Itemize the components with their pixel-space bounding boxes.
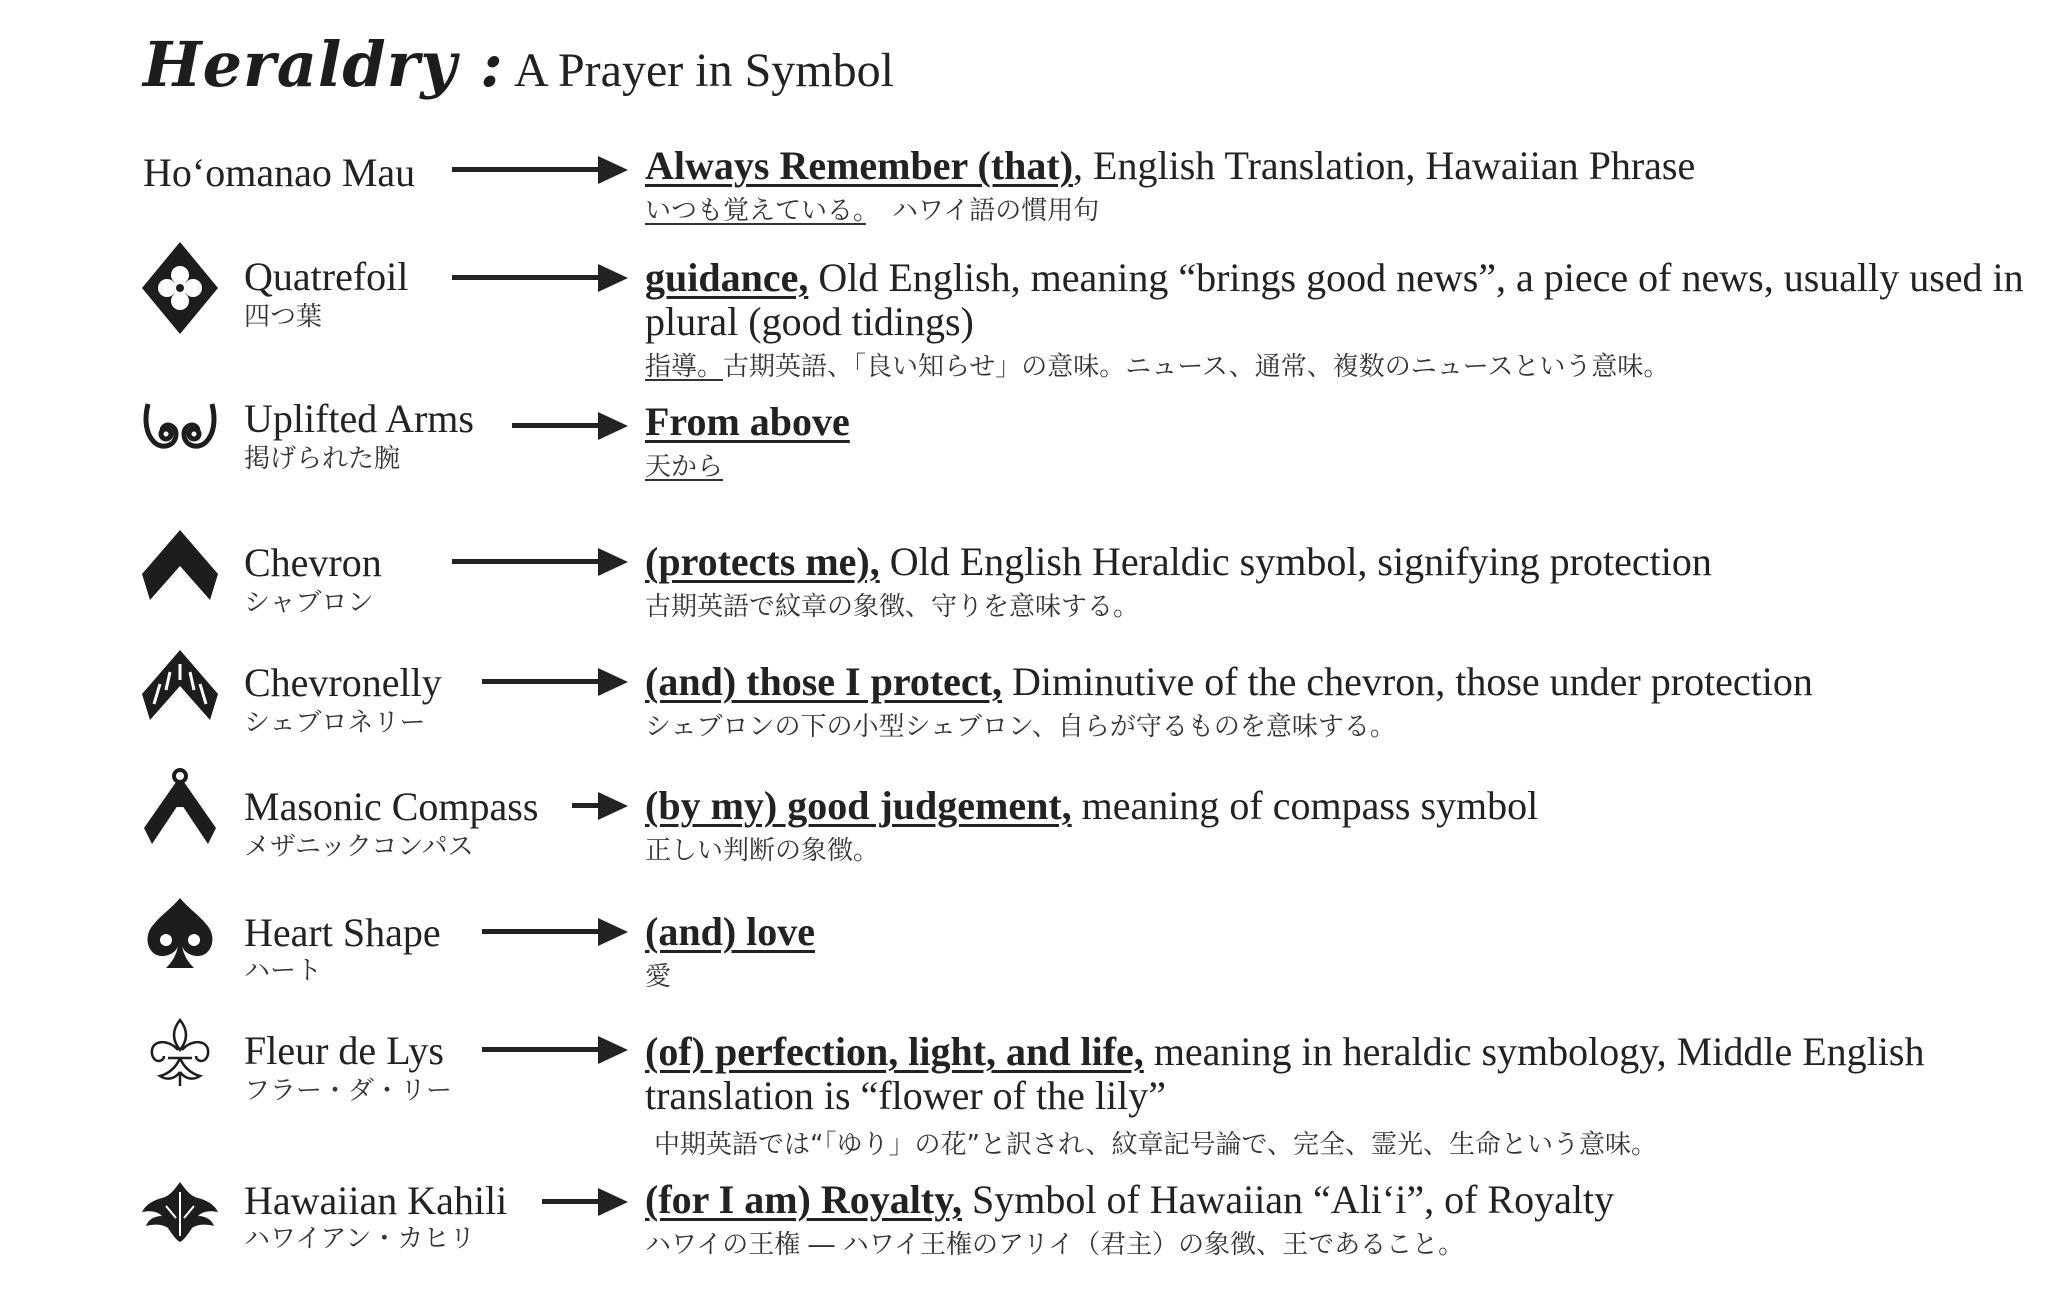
arrow-icon: [512, 410, 628, 442]
definition: [645, 144, 2035, 188]
definition-jp-keyword: いつも覚えている。: [645, 196, 867, 226]
definition-keyword: (of) perfection, light, and life,: [645, 1029, 1144, 1074]
masonic-compass-icon: [142, 768, 218, 844]
definition-keyword: guidance,: [645, 255, 809, 300]
definition-jp: [654, 1130, 1657, 1160]
term-label-jp: フラー・ダ・リー: [244, 1076, 453, 1106]
arrow-icon: [482, 1034, 628, 1066]
term-label: Uplifted Arms: [244, 396, 474, 441]
arrow-icon: [452, 546, 628, 578]
fleur-de-lys-icon: [142, 1018, 218, 1088]
title-heraldry: Heraldry :: [143, 28, 504, 101]
arrow-icon: [572, 790, 628, 822]
arrow-icon: [452, 154, 628, 186]
definition-keyword: (by my) good judgement,: [645, 783, 1072, 828]
definition-keyword: (protects me),: [645, 539, 880, 584]
arrow-icon: [452, 262, 628, 294]
definition-text: Old English Heraldic symbol, signifying protection: [879, 539, 1712, 584]
arrow-icon: [542, 1186, 628, 1218]
term-label-jp: 四つ葉: [244, 302, 323, 332]
definition-jp: [645, 352, 1669, 382]
definition-jp-text: ハワイ語の慣用句: [866, 196, 1100, 226]
definition-jp-text: ハワイの王権 ― ハワイ王権のアリイ（君主）の象徴、王であること。: [645, 1230, 1465, 1260]
title-subtitle: A Prayer in Symbol: [513, 44, 894, 97]
definition-jp: [645, 196, 1099, 226]
term-label-jp: ハワイアン・カヒリ: [244, 1224, 476, 1254]
definition-jp-keyword: 指導。: [645, 352, 724, 382]
definition-text: Symbol of Hawaiian “Ali‘i”, of Royalty: [962, 1177, 1615, 1222]
hawaiian-kahili-icon: [140, 1178, 220, 1244]
term-label: Ho‘omanao Mau: [143, 150, 416, 195]
page-title: [143, 28, 894, 101]
term-label: Quatrefoil: [244, 254, 409, 299]
definition-jp: [645, 712, 1396, 742]
definition-jp-text: 中期英語では“「ゆり」の花”と訳され、紋章記号論で、完全、霊光、生命という意味。: [654, 1130, 1657, 1160]
definition-jp: [645, 452, 723, 482]
definition: [645, 540, 2035, 584]
definition: [645, 910, 2035, 954]
heart-shape-icon: [142, 898, 218, 968]
definition-keyword: (for I am) Royalty,: [645, 1177, 962, 1222]
definition: [645, 660, 2035, 704]
definition-text: meaning in heraldic symbology, Middle English translation is “flower of the lily”: [645, 1029, 1925, 1118]
definition-jp-text: 愛: [645, 962, 672, 992]
term-label-jp: シャブロン: [244, 588, 374, 618]
term-label: Chevron: [244, 540, 382, 585]
term-label-jp: 掲げられた腕: [244, 444, 401, 474]
uplifted-arms-icon: [142, 398, 218, 458]
definition-keyword: (and) love: [645, 909, 815, 954]
definition-text: Old English, meaning “brings good news”, a piece of news, usually used in plural (good tidings): [645, 255, 2024, 344]
term-label-jp: シェブロネリー: [244, 708, 426, 738]
definition-jp: [645, 836, 879, 866]
definition-jp-text: 正しい判断の象徴。: [645, 836, 880, 866]
definition-jp: [645, 1230, 1464, 1260]
definition: [645, 784, 2035, 828]
definition: [645, 400, 2035, 444]
quatrefoil-icon: [142, 242, 218, 334]
definition-keyword: From above: [645, 399, 850, 444]
term-label-jp: ハート: [244, 956, 323, 986]
term-label: Masonic Compass: [244, 784, 539, 829]
definition-jp-text: 古期英語で紋章の象徴、守りを意味する。: [645, 592, 1140, 622]
term-label-jp: メザニックコンパス: [244, 832, 474, 862]
definition-text: meaning of compass symbol: [1071, 783, 1539, 828]
definition: [645, 256, 2035, 344]
chevron-icon: [142, 530, 218, 600]
definition-jp: [645, 962, 671, 992]
definition: [645, 1030, 2035, 1118]
definition-text: , English Translation, Hawaiian Phrase: [1073, 143, 1696, 188]
term-label: Fleur de Lys: [244, 1028, 444, 1073]
definition-text: Diminutive of the chevron, those under protection: [1002, 659, 1813, 704]
definition-jp-text: 古期英語、「良い知らせ」の意味。ニュース、通常、複数のニュースという意味。: [723, 352, 1670, 382]
definition-jp-keyword: 天から: [645, 452, 724, 482]
definition: [645, 1178, 2035, 1222]
arrow-icon: [482, 916, 628, 948]
chevronelly-icon: [142, 650, 218, 720]
definition-jp-text: シェブロンの下の小型シェブロン、自らが守るものを意味する。: [645, 712, 1396, 742]
term-label: Chevronelly: [244, 660, 442, 705]
arrow-icon: [482, 666, 628, 698]
definition-keyword: Always Remember (that): [645, 143, 1074, 188]
term-label: Hawaiian Kahili: [244, 1178, 508, 1223]
definition-keyword: (and) those I protect,: [645, 659, 1003, 704]
definition-jp: [645, 592, 1139, 622]
term-label: Heart Shape: [244, 910, 441, 955]
